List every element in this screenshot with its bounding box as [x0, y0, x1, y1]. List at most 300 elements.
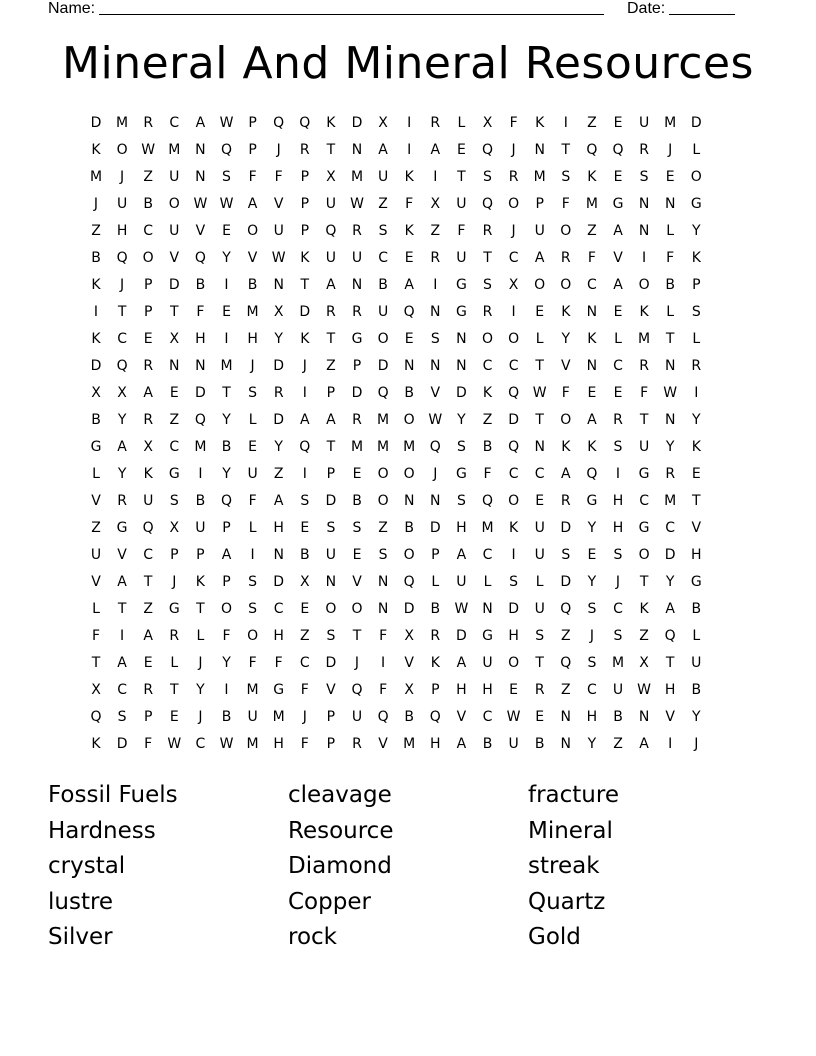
grid-letter: V	[613, 250, 623, 266]
grid-letter: Y	[274, 331, 283, 347]
grid-letter: D	[377, 358, 389, 374]
grid-letter: K	[561, 439, 571, 455]
grid-letter: Z	[143, 169, 153, 185]
grid-letter: Y	[222, 412, 231, 428]
grid-letter: C	[378, 250, 388, 266]
grid-letter: D	[508, 412, 519, 428]
grid-letter: G	[455, 277, 467, 293]
grid-letter: F	[300, 682, 309, 698]
grid-letter: V	[169, 250, 180, 266]
grid-row	[83, 326, 733, 353]
grid-letter: E	[222, 304, 231, 320]
grid-letter: N	[273, 547, 284, 563]
grid-letter: U	[534, 547, 545, 563]
grid-letter: G	[586, 493, 598, 509]
grid-row	[83, 191, 733, 218]
grid-letter: O	[377, 466, 389, 482]
grid-letter: V	[117, 547, 127, 563]
grid-letter: U	[195, 520, 206, 536]
grid-letter: D	[116, 736, 128, 752]
grid-letter: P	[143, 304, 153, 320]
grid-letter: M	[533, 169, 546, 185]
grid-letter: R	[665, 466, 676, 482]
grid-row	[83, 110, 733, 137]
grid-letter: K	[639, 304, 649, 320]
grid-letter: H	[482, 682, 493, 698]
grid-letter: J	[198, 709, 203, 725]
grid-letter: K	[482, 385, 493, 401]
grid-letter: T	[639, 574, 649, 590]
grid-letter: B	[221, 709, 232, 725]
grid-letter: V	[561, 358, 571, 374]
grid-letter: B	[247, 277, 258, 293]
grid-letter: M	[403, 736, 416, 752]
grid-letter: U	[169, 169, 180, 185]
grid-letter: D	[560, 520, 572, 536]
grid-letter: N	[430, 493, 441, 509]
grid-letter: E	[613, 169, 623, 185]
grid-letter: U	[534, 520, 545, 536]
grid-letter: B	[691, 601, 702, 617]
grid-letter: S	[613, 547, 623, 563]
grid-letter: S	[300, 493, 310, 509]
grid-letter: V	[691, 520, 702, 536]
grid-letter: K	[587, 331, 597, 347]
grid-letter: D	[195, 385, 206, 401]
grid-letter: S	[639, 169, 649, 185]
grid-letter: J	[615, 574, 621, 590]
grid-letter: N	[664, 358, 676, 374]
grid-letter: R	[326, 304, 336, 320]
word-list-item: Resource	[288, 817, 394, 844]
grid-letter: F	[144, 736, 153, 752]
grid-letter: P	[170, 547, 179, 563]
grid-letter: Q	[299, 439, 311, 455]
grid-letter: A	[326, 412, 336, 428]
grid-letter: J	[433, 466, 438, 482]
grid-letter: E	[509, 682, 519, 698]
grid-letter: F	[379, 628, 388, 644]
grid-letter: I	[615, 466, 621, 482]
grid-letter: T	[326, 331, 336, 347]
grid-letter: Z	[613, 736, 623, 752]
grid-letter: F	[457, 223, 466, 239]
grid-letter: Q	[220, 142, 233, 158]
grid-letter: N	[638, 709, 650, 725]
grid-letter: E	[613, 385, 623, 401]
grid-letter: B	[195, 493, 206, 509]
grid-letter: N	[273, 277, 284, 293]
grid-letter: K	[404, 169, 414, 185]
grid-letter: C	[587, 277, 597, 293]
grid-letter: Z	[561, 682, 571, 698]
grid-row	[83, 245, 733, 272]
grid-letter: I	[668, 736, 673, 752]
grid-letter: M	[377, 439, 390, 455]
grid-letter: S	[587, 601, 597, 617]
word-list-item: crystal	[48, 853, 126, 879]
date-label: Date:	[627, 0, 666, 17]
grid-letter: G	[612, 196, 624, 212]
grid-letter: A	[613, 223, 623, 239]
date-blank-line[interactable]	[669, 0, 735, 15]
grid-letter: N	[403, 358, 415, 374]
grid-letter: T	[326, 142, 336, 158]
grid-letter: Q	[220, 493, 233, 509]
grid-letter: H	[691, 547, 702, 563]
grid-letter: E	[404, 250, 414, 266]
grid-letter: Q	[586, 142, 598, 158]
grid-letter: B	[352, 493, 362, 509]
grid-letter: S	[352, 520, 362, 536]
grid-letter: Q	[612, 142, 624, 158]
grid-letter: S	[561, 547, 571, 563]
grid-letter: R	[352, 736, 362, 752]
grid-letter: D	[168, 277, 180, 293]
grid-row	[83, 596, 733, 623]
grid-letter: P	[248, 115, 257, 131]
grid-letter: T	[352, 628, 362, 644]
grid-letter: R	[560, 250, 571, 266]
grid-letter: O	[325, 601, 337, 617]
grid-letter: T	[483, 250, 492, 266]
grid-letter: R	[482, 223, 493, 239]
grid-letter: O	[560, 412, 572, 428]
grid-letter: S	[326, 520, 336, 536]
grid-letter: C	[195, 736, 206, 752]
grid-letter: N	[351, 277, 363, 293]
grid-letter: Q	[116, 250, 128, 266]
grid-letter: E	[535, 493, 545, 509]
grid-letter: R	[299, 142, 310, 158]
grid-letter: T	[222, 385, 231, 401]
grid-letter: N	[195, 169, 206, 185]
grid-letter: J	[668, 142, 673, 158]
grid-letter: B	[691, 682, 702, 698]
grid-letter: Z	[143, 601, 153, 617]
grid-letter: A	[117, 655, 127, 671]
grid-letter: G	[690, 574, 702, 590]
grid-letter: E	[456, 142, 466, 158]
grid-letter: S	[456, 439, 466, 455]
grid-letter: L	[535, 331, 544, 347]
grid-letter: L	[692, 331, 701, 347]
grid-letter: N	[534, 142, 545, 158]
grid-letter: B	[91, 250, 101, 266]
grid-letter: O	[508, 196, 520, 212]
grid-letter: Q	[90, 709, 102, 725]
grid-letter: L	[196, 628, 205, 644]
grid-letter: R	[117, 493, 127, 509]
grid-letter: U	[456, 574, 467, 590]
word-list-item: lustre	[48, 888, 114, 915]
grid-letter: B	[534, 736, 545, 752]
grid-letter: Q	[325, 223, 337, 239]
grid-letter: T	[143, 574, 153, 590]
grid-letter: I	[224, 682, 229, 698]
grid-letter: U	[612, 682, 624, 698]
grid-letter: Y	[692, 412, 701, 428]
grid-letter: C	[482, 709, 493, 725]
grid-letter: I	[381, 655, 386, 671]
grid-letter: I	[198, 466, 203, 482]
grid-letter: O	[638, 277, 650, 293]
grid-letter: B	[665, 277, 675, 293]
word-list-item: cleavage	[288, 782, 392, 808]
grid-letter: S	[430, 331, 440, 347]
grid-letter: F	[248, 169, 257, 185]
grid-letter: M	[220, 358, 233, 374]
grid-letter: O	[377, 331, 389, 347]
name-field	[48, 0, 604, 18]
grid-letter: Y	[587, 736, 597, 752]
grid-letter: R	[534, 682, 545, 698]
grid-letter: I	[224, 331, 229, 347]
grid-letter: M	[664, 115, 677, 131]
grid-letter: G	[116, 520, 128, 536]
grid-letter: Y	[692, 709, 701, 725]
grid-letter: Q	[508, 385, 520, 401]
grid-letter: C	[143, 223, 154, 239]
grid-letter: P	[431, 682, 440, 698]
grid-letter: N	[560, 736, 572, 752]
grid-letter: V	[195, 223, 206, 239]
grid-letter: E	[404, 331, 414, 347]
grid-letter: Z	[300, 628, 310, 644]
grid-letter: M	[481, 520, 494, 536]
grid-letter: K	[91, 331, 101, 347]
grid-letter: W	[454, 601, 469, 617]
grid-letter: E	[300, 601, 310, 617]
grid-letter: F	[379, 682, 388, 698]
grid-letter: Q	[481, 493, 494, 509]
grid-letter: N	[403, 493, 415, 509]
grid-letter: P	[300, 223, 310, 239]
grid-letter: V	[352, 574, 362, 590]
grid-letter: J	[589, 628, 594, 644]
grid-letter: M	[350, 439, 364, 455]
grid-letter: C	[508, 358, 519, 374]
grid-row	[83, 731, 733, 758]
grid-letter: L	[692, 142, 701, 158]
grid-letter: B	[613, 709, 623, 725]
grid-letter: R	[508, 169, 519, 185]
grid-letter: H	[586, 709, 598, 725]
grid-letter: Y	[692, 223, 701, 239]
grid-letter: U	[377, 169, 389, 185]
grid-row	[83, 218, 733, 245]
grid-letter: L	[666, 223, 675, 239]
grid-letter: X	[91, 385, 101, 401]
grid-letter: U	[638, 115, 650, 131]
grid-letter: X	[91, 682, 101, 698]
grid-letter: L	[614, 331, 622, 347]
grid-letter: J	[93, 196, 99, 212]
grid-letter: A	[143, 385, 153, 401]
grid-letter: M	[89, 169, 103, 185]
word-list-item: Gold	[528, 924, 581, 950]
grid-letter: D	[351, 385, 363, 401]
grid-letter: H	[273, 628, 284, 644]
grid-row	[83, 677, 733, 704]
grid-letter: J	[354, 655, 360, 671]
grid-letter: P	[352, 358, 362, 374]
grid-letter: K	[91, 277, 101, 293]
grid-letter: A	[534, 250, 545, 266]
grid-letter: P	[326, 709, 336, 725]
grid-letter: Q	[403, 574, 415, 590]
grid-letter: M	[116, 115, 129, 131]
grid-letter: W	[506, 709, 521, 725]
grid-letter: R	[352, 304, 362, 320]
grid-letter: G	[455, 466, 467, 482]
grid-row	[83, 542, 733, 569]
grid-letter: Q	[273, 115, 285, 131]
word-list-item: Mineral	[528, 817, 613, 844]
grid-letter: L	[248, 412, 257, 428]
grid-letter: I	[642, 250, 647, 266]
grid-letter: C	[613, 358, 623, 374]
grid-letter: N	[325, 574, 337, 590]
grid-letter: E	[587, 385, 597, 401]
grid-letter: O	[377, 493, 389, 509]
grid-row	[83, 407, 733, 434]
grid-letter: S	[561, 169, 571, 185]
grid-letter: K	[509, 520, 519, 536]
grid-letter: Y	[222, 466, 231, 482]
date-field	[627, 0, 735, 18]
grid-letter: Z	[430, 223, 441, 239]
grid-letter: N	[351, 142, 363, 158]
grid-letter: A	[430, 142, 441, 158]
grid-letter: J	[302, 709, 307, 725]
grid-letter: K	[535, 115, 545, 131]
grid-letter: M	[403, 439, 416, 455]
grid-letter: Q	[116, 358, 128, 374]
grid-letter: U	[508, 736, 519, 752]
grid-letter: A	[247, 196, 258, 212]
grid-letter: K	[587, 169, 597, 185]
grid-letter: C	[587, 682, 597, 698]
grid-letter: N	[169, 358, 180, 374]
grid-letter: Q	[142, 520, 154, 536]
grid-letter: A	[221, 547, 232, 563]
grid-letter: Z	[91, 520, 101, 536]
word-list-item: streak	[528, 853, 600, 879]
grid-letter: U	[456, 250, 467, 266]
grid-letter: N	[586, 358, 598, 374]
grid-letter: Q	[351, 682, 363, 698]
word-list-item: rock	[288, 924, 337, 950]
grid-letter: Y	[274, 439, 283, 455]
grid-letter: F	[222, 628, 231, 644]
grid-letter: Z	[378, 520, 388, 536]
grid-letter: K	[430, 655, 440, 671]
grid-letter: R	[560, 493, 571, 509]
grid-letter: P	[196, 547, 205, 563]
grid-letter: E	[352, 466, 362, 482]
grid-letter: A	[665, 601, 675, 617]
grid-letter: L	[170, 655, 179, 671]
grid-letter: A	[456, 736, 467, 752]
grid-letter: U	[116, 196, 128, 212]
grid-letter: N	[456, 358, 467, 374]
grid-letter: W	[167, 736, 182, 752]
grid-letter: O	[168, 196, 180, 212]
grid-letter: F	[483, 466, 492, 482]
grid-letter: T	[665, 331, 675, 347]
grid-letter: F	[561, 385, 570, 401]
grid-row	[83, 380, 733, 407]
grid-letter: A	[587, 412, 597, 428]
grid-letter: D	[664, 547, 676, 563]
grid-row	[83, 650, 733, 677]
grid-letter: E	[587, 547, 597, 563]
grid-letter: P	[143, 277, 153, 293]
grid-letter: M	[272, 709, 285, 725]
grid-letter: P	[300, 169, 310, 185]
grid-letter: F	[640, 385, 649, 401]
grid-letter: O	[351, 601, 363, 617]
grid-letter: I	[694, 385, 699, 401]
grid-letter: A	[613, 277, 623, 293]
grid-letter: I	[407, 115, 412, 131]
grid-letter: Y	[117, 466, 127, 482]
grid-letter: D	[299, 304, 311, 320]
grid-letter: P	[222, 574, 231, 590]
grid-letter: N	[377, 601, 389, 617]
grid-letter: L	[92, 466, 100, 482]
name-blank-line[interactable]	[99, 0, 604, 15]
grid-letter: V	[404, 655, 414, 671]
grid-letter: F	[300, 736, 309, 752]
grid-letter: K	[326, 115, 336, 131]
grid-letter: U	[638, 439, 650, 455]
grid-letter: U	[351, 709, 363, 725]
grid-letter: Y	[117, 412, 127, 428]
grid-letter: C	[482, 547, 493, 563]
grid-letter: A	[326, 277, 336, 293]
grid-letter: Y	[587, 574, 597, 590]
grid-letter: D	[90, 358, 102, 374]
grid-letter: H	[508, 628, 519, 644]
grid-letter: Q	[481, 196, 494, 212]
grid-letter: C	[508, 466, 519, 482]
grid-letter: T	[300, 277, 310, 293]
grid-row	[83, 704, 733, 731]
grid-letter: S	[483, 169, 492, 185]
grid-letter: T	[535, 358, 544, 374]
grid-letter: U	[247, 466, 258, 482]
grid-letter: G	[638, 466, 650, 482]
grid-letter: N	[195, 142, 206, 158]
grid-letter: W	[219, 196, 234, 212]
grid-letter: A	[117, 439, 127, 455]
grid-letter: J	[120, 277, 125, 293]
grid-letter: U	[456, 196, 467, 212]
grid-letter: C	[299, 655, 310, 671]
grid-letter: P	[692, 277, 701, 293]
grid-letter: V	[273, 196, 284, 212]
grid-letter: F	[509, 115, 518, 131]
grid-letter: K	[691, 439, 701, 455]
grid-letter: L	[92, 601, 100, 617]
grid-letter: A	[404, 277, 414, 293]
grid-letter: F	[587, 250, 596, 266]
grid-letter: Q	[403, 304, 415, 320]
word-list-item: Diamond	[288, 853, 392, 879]
grid-letter: V	[378, 736, 388, 752]
